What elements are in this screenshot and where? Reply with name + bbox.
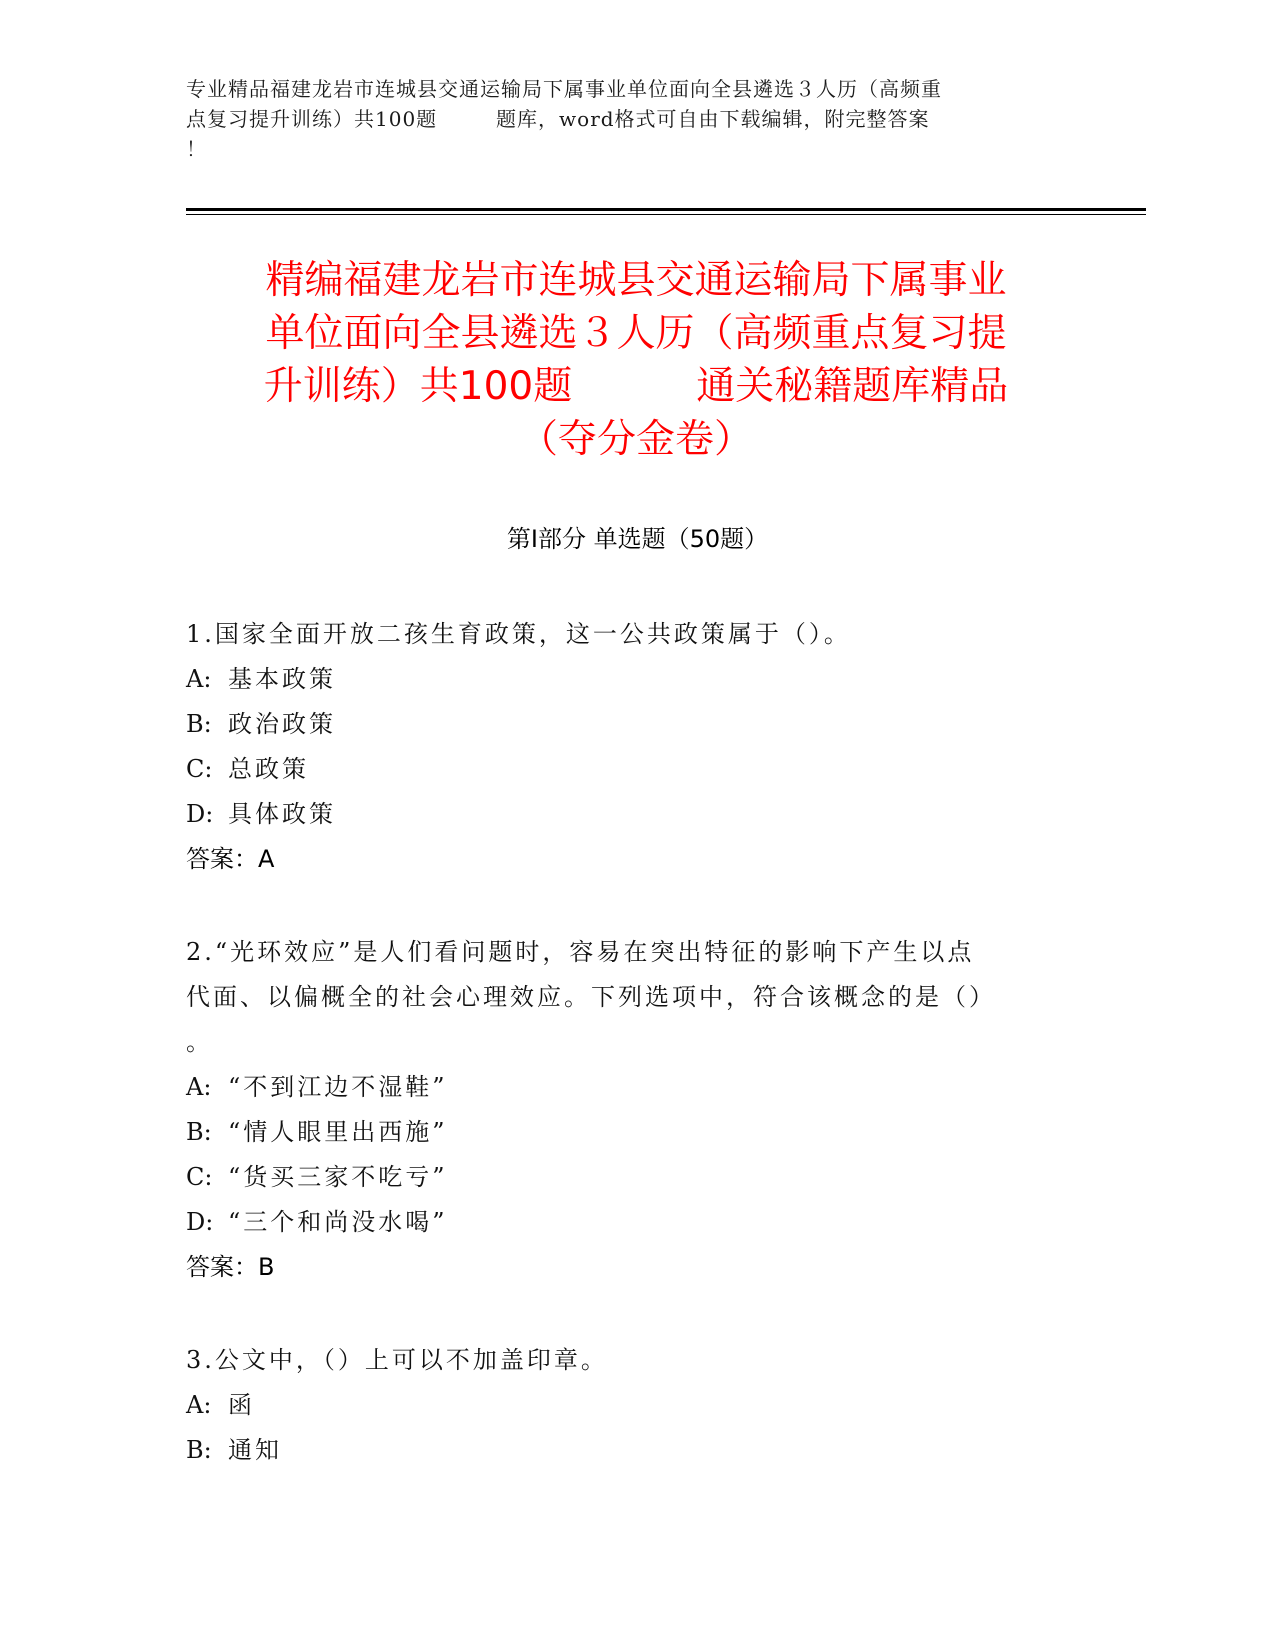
question-line: 。 (186, 1028, 213, 1056)
title-line: 升训练）共100题 通关秘籍题库精品 (263, 364, 1009, 409)
header-line: ！ (186, 137, 207, 161)
option-c (186, 1155, 1086, 1200)
question-item (186, 930, 1086, 1290)
option-letter: C: (186, 755, 213, 783)
question-item (186, 612, 1086, 882)
option-c (186, 747, 1086, 792)
question-item (186, 1338, 1086, 1473)
title-line: （夺分金卷） (518, 417, 753, 462)
header-divider-thick (186, 208, 1146, 211)
option-text: 通知 (228, 1436, 282, 1464)
section-title: 第Ⅰ部分 单选题（50题） (506, 525, 769, 553)
option-a (186, 657, 1086, 702)
option-text: 总政策 (228, 755, 309, 783)
header-divider-thin (186, 214, 1146, 215)
option-text: “情人眼里出西施” (228, 1118, 448, 1146)
title-line: 单位面向全县遴选３人历（高频重点复习提 (265, 311, 1007, 356)
option-b (186, 702, 1086, 747)
option-a (186, 1383, 1086, 1428)
option-d (186, 792, 1086, 837)
question-text (186, 612, 1086, 657)
question-line: 1.国家全面开放二孩生育政策，这一公共政策属于（）。 (186, 620, 851, 648)
option-letter: A: (186, 1391, 212, 1419)
option-text: 具体政策 (228, 800, 336, 828)
document-title (186, 254, 1086, 466)
option-text: 政治政策 (228, 710, 336, 738)
page-header (186, 74, 1086, 164)
option-text: “货买三家不吃亏” (228, 1163, 448, 1191)
option-text: “不到江边不湿鞋” (228, 1073, 448, 1101)
option-letter: C: (186, 1163, 213, 1191)
answer-text: 答案：B (186, 1253, 275, 1281)
option-letter: D: (186, 1208, 214, 1236)
question-line: 代面、以偏概全的社会心理效应。下列选项中，符合该概念的是（） (186, 983, 996, 1011)
option-letter: A: (186, 665, 212, 693)
option-text: 函 (228, 1391, 255, 1419)
answer-text: 答案：A (186, 845, 275, 873)
option-b (186, 1428, 1086, 1473)
option-text: 基本政策 (228, 665, 336, 693)
option-d (186, 1200, 1086, 1245)
title-line: 精编福建龙岩市连城县交通运输局下属事业 (265, 258, 1007, 303)
option-letter: B: (186, 710, 212, 738)
option-letter: A: (186, 1073, 212, 1101)
question-text (186, 1338, 1086, 1383)
option-letter: D: (186, 800, 214, 828)
option-b (186, 1110, 1086, 1155)
question-list (186, 612, 1086, 1521)
option-text: “三个和尚没水喝” (228, 1208, 448, 1236)
option-letter: B: (186, 1436, 212, 1464)
option-letter: B: (186, 1118, 212, 1146)
header-line: 点复习提升训练）共100题 题库，word格式可自由下载编辑，附完整答案 (186, 107, 930, 131)
question-line: 2.“光环效应”是人们看问题时，容易在突出特征的影响下产生以点 (186, 938, 975, 966)
option-a (186, 1065, 1086, 1110)
header-line: 专业精品福建龙岩市连城县交通运输局下属事业单位面向全县遴选３人历（高频重 (186, 77, 942, 101)
question-line: 3.公文中，（）上可以不加盖印章。 (186, 1346, 608, 1374)
question-text (186, 930, 1086, 1065)
